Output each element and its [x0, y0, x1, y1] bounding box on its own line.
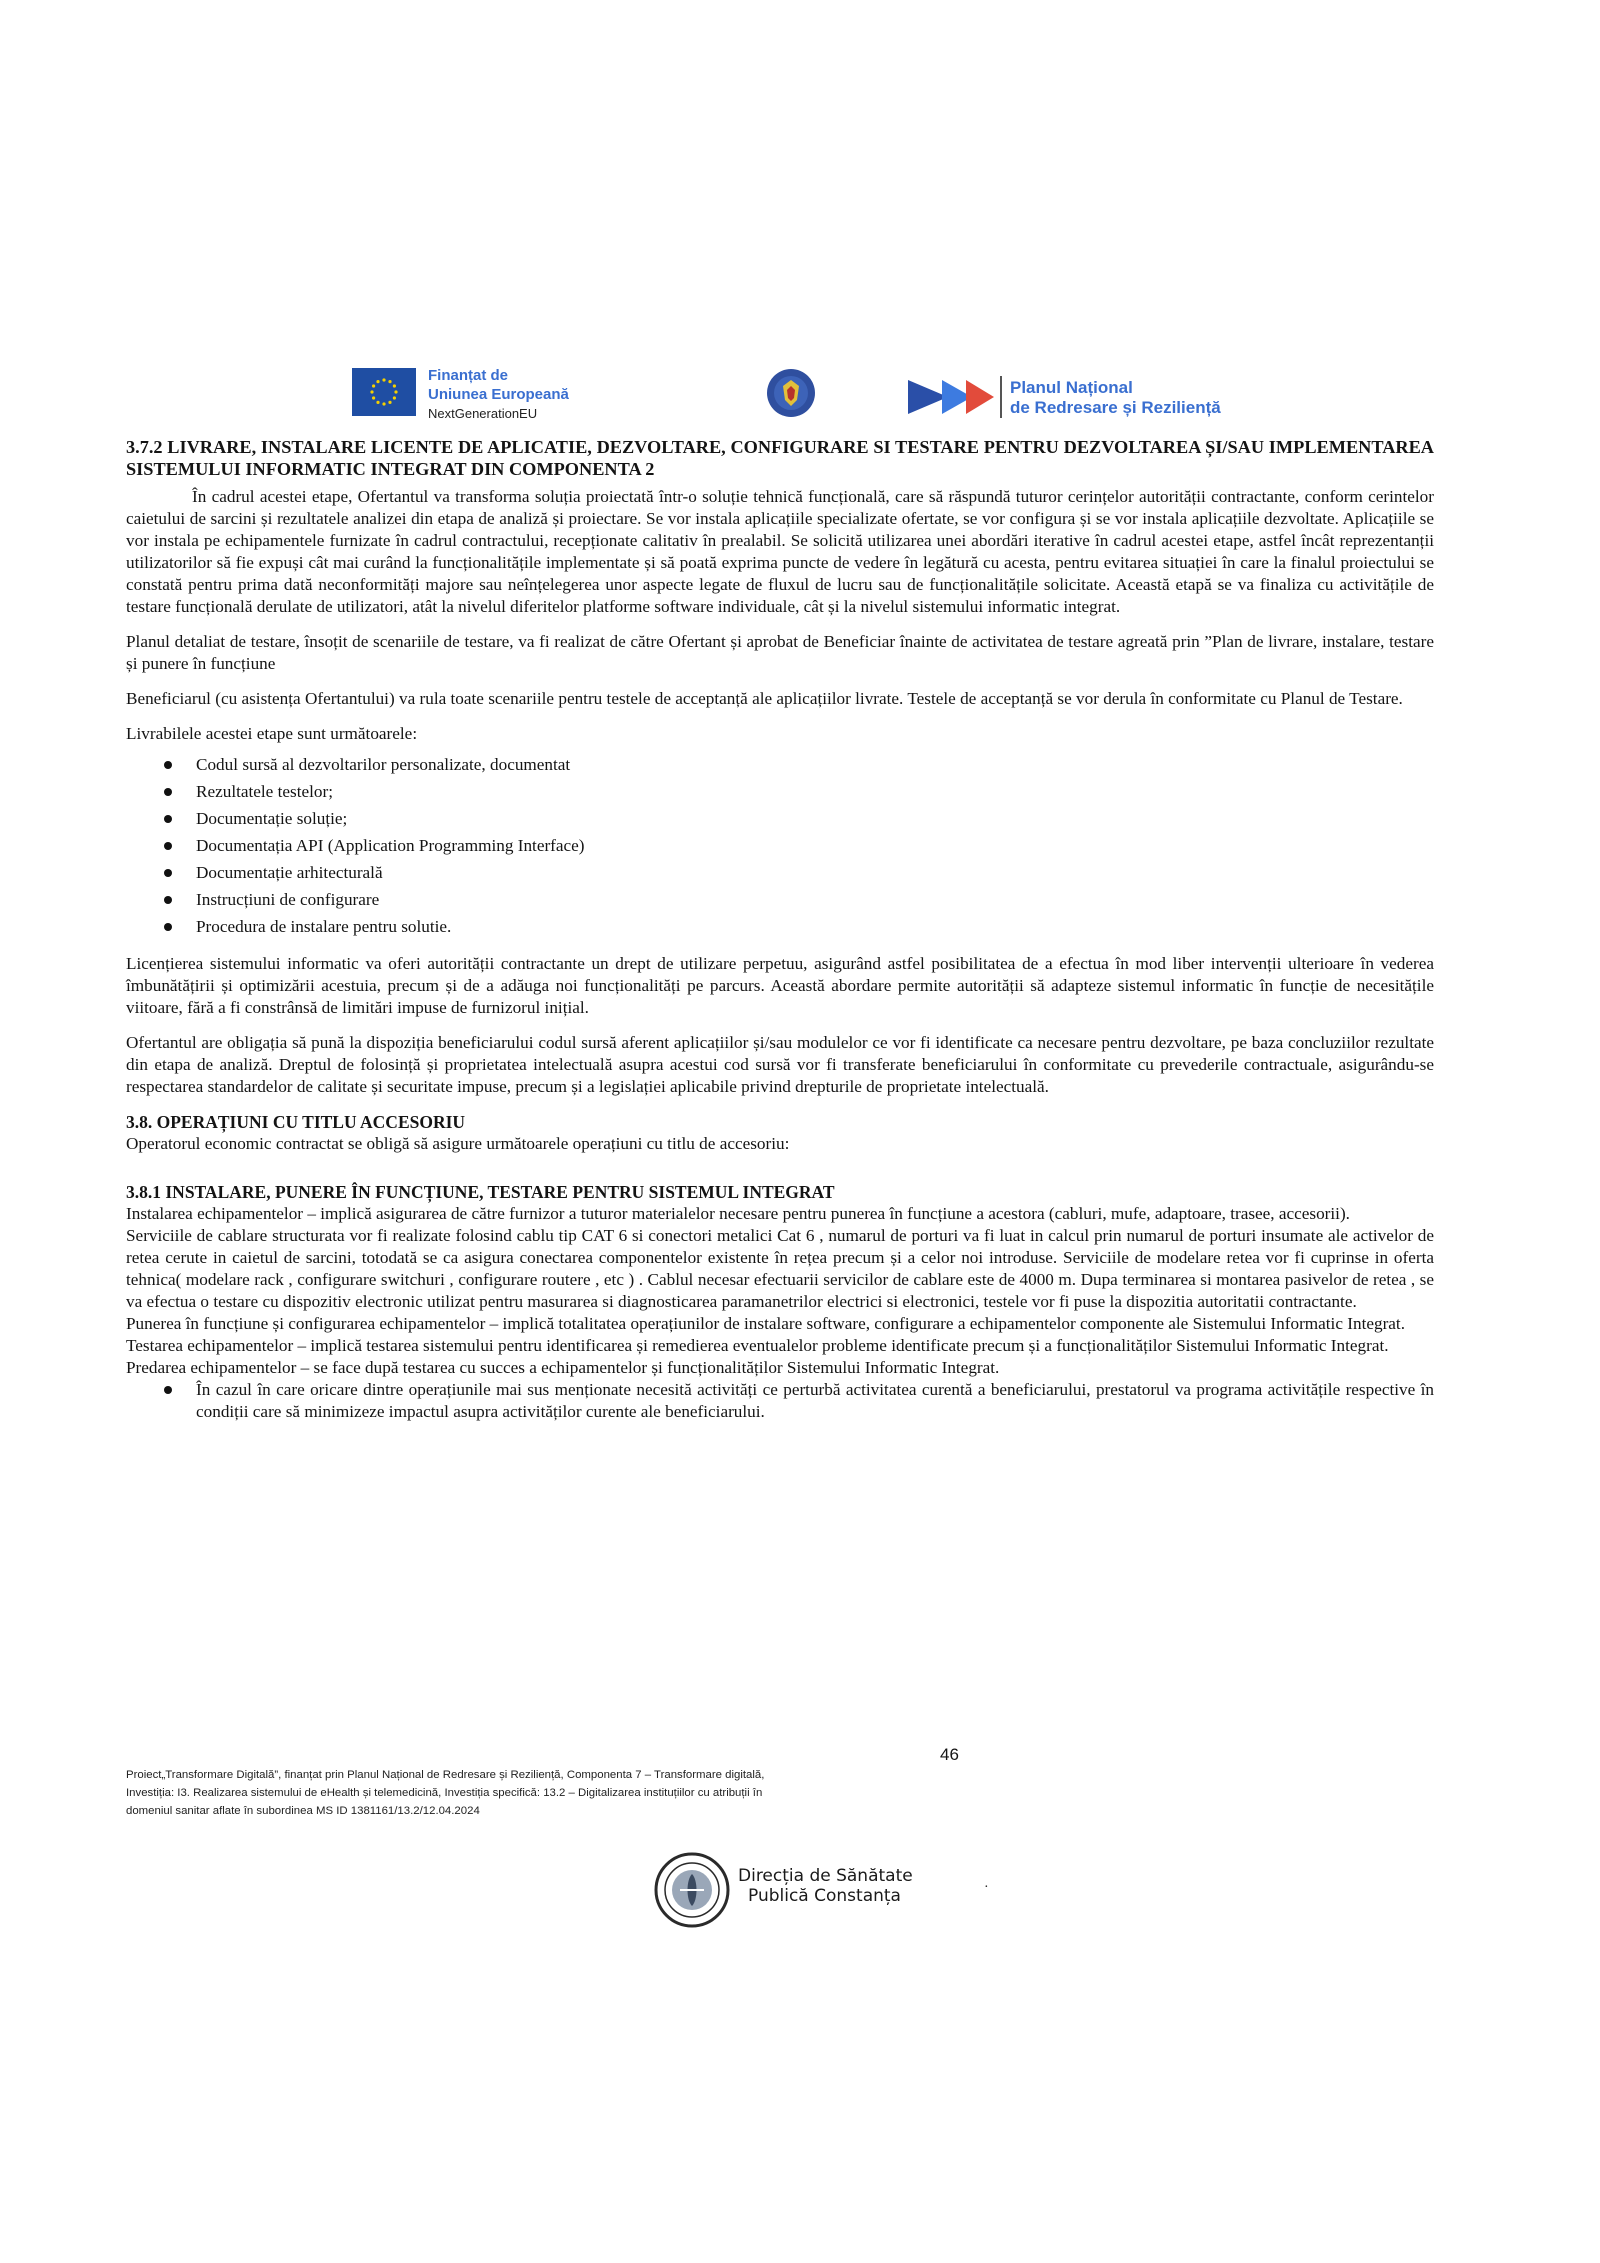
pnrr-logo-icon: [908, 374, 1004, 420]
list-item: [164, 886, 1434, 913]
bullet-icon: [164, 761, 172, 769]
deliverable-text: Documentație soluție;: [196, 809, 348, 828]
pnrr-label: [1010, 378, 1221, 418]
deliverables-list: [126, 751, 1434, 940]
bullet-icon: [164, 923, 172, 931]
deliverable-text: Codul sursă al dezvoltarilor personalizate, documentat: [196, 755, 571, 774]
footer-line-3: domeniul sanitar aflate în subordinea MS ID 1381161/13.2/12.04.2024: [126, 1805, 480, 1817]
bullet-icon: [164, 788, 172, 796]
deliverable-text: Procedura de instalare pentru solutie.: [196, 917, 452, 936]
list-item: [164, 805, 1434, 832]
eu-flag-icon: [352, 368, 416, 416]
dsp-line-1: Direcția de Sănătate: [738, 1866, 913, 1886]
section-3-8-1-title: 3.8.1 INSTALARE, PUNERE ÎN FUNCȚIUNE, TESTARE PENTRU SISTEMUL INTEGRAT: [126, 1182, 835, 1202]
eu-line-2: Uniunea Europeană: [428, 386, 569, 403]
deliverable-text: Documentația API (Application Programming Interface): [196, 836, 585, 855]
bullet-icon: [164, 869, 172, 877]
bullet-icon: [164, 815, 172, 823]
section-3-8-1-paragraph-2: Serviciile de cablare structurata vor fi realizate folosind cablu tip CAT 6 si conectori metalici Cat 6 , numarul de porturi va fi luat in calcul prin numarul de porturi insumate ale activelor de retea cerute in caietul de sarcini, totodată se ca asigura conectarea componentelor existente în rețea precum și a celor noi introduse. Serviciile de modelare retea vor fi cuprinse in oferta tehnica( modelare rack , configurare switchuri , configurare routere , etc ) . Cablul necesar efectuarii servicilor de cablare este de 4000 m. Dupa terminarea si montarea pasivelor de retea , se va efectua o testare cu dispozitiv electronic utilizat pentru masurarea si diagnosticarea paramanetrilor electrici si electronici, testele vor fi puse la dispozitia autoritatii contractante.: [126, 1226, 1434, 1311]
bullet-text: În cazul în care oricare dintre operațiunile mai sus menționate necesită activități ce perturbă activitatea curentă a beneficiarului, prestatorul va programa activitățile respective în condiții care să minimizeze impactul asupra activităților curente ale beneficiarului.: [196, 1380, 1434, 1421]
section-3-7-2-paragraph-1: În cadrul acestei etape, Ofertantul va transforma soluția proiectată într-o soluție tehnică funcțională, care să răspundă tuturor cerințelor autorității contractante, conform cerintelor caietului de sarcini și rezultatele analizei din etapa de analiză și proiectare. Se vor instala aplicațiile specializate ofertate, se vor configura și se vor instala aplicațiile dezvoltate. Aplicațiile se vor instala pe echipamentele furnizate în cadrul contractului, recepționate calitativ în prealabil. Se solicită utilizarea unei abordări iterative în cadrul acestei etape, astfel încât reprezentanții utilizatorilor să fie expuși cât mai curând la funcționalitățile implementate și să poată exprima puncte de vedere în legătură cu acesta, pentru evitarea situației în care la finalul proiectului se constată pentru prima dată neconformități majore sau neînțelegerea unor aspecte legate de fluxul de lucru sau de funcționalitățile solicitate. Această etapă se va finaliza cu activitățile de testare funcțională derulate de utilizatori, atât la nivelul diferitelor platforme software individuale, cât și la nivelul sistemului informatic integrat.: [126, 487, 1434, 616]
document-body: [126, 436, 1434, 1423]
deliverable-text: Documentație arhitecturală: [196, 863, 383, 882]
eu-line-3: NextGenerationEU: [428, 406, 538, 421]
pnrr-line-2: de Redresare și Reziliență: [1010, 398, 1221, 417]
dsp-line-2: Publică Constanța: [748, 1886, 901, 1906]
footer-note: [126, 1766, 986, 1820]
list-item: [164, 859, 1434, 886]
list-item: [164, 751, 1434, 778]
footer-line-1: Proiect„Transformare Digitală”, finanțat prin Planul Național de Redresare și Reziliență, Componenta 7 – Transformare digitală,: [126, 1769, 765, 1781]
section-3-8-1-paragraph-1: Instalarea echipamentelor – implică asigurarea de către furnizor a tuturor materialelor necesare pentru punerea în funcțiune a acestora (cabluri, mufe, adaptoare, trasee, accesorii).: [126, 1204, 1350, 1223]
section-3-8-1-bullets: [126, 1379, 1434, 1423]
pnrr-line-1: Planul Național: [1010, 378, 1133, 397]
section-3-8-1-paragraph-4: Testarea echipamentelor – implică testarea sistemului pentru identificarea și remedierea eventualelor probleme identificate precum și a funcționalităților Sistemului Informatic Integrat.: [126, 1336, 1389, 1355]
deliverable-text: Instrucțiuni de configurare: [196, 890, 380, 909]
eu-funding-label: [428, 366, 569, 423]
list-item: [164, 913, 1434, 940]
dsp-label: [738, 1866, 913, 1906]
section-3-8-1-paragraph-5: Predarea echipamentelor – se face după testarea cu succes a echipamentelor și funcționalităților Sistemului Informatic Integrat.: [126, 1358, 1000, 1377]
deliverable-text: Rezultatele testelor;: [196, 782, 333, 801]
section-3-7-2-paragraph-5: Licențierea sistemului informatic va oferi autorității contractante un drept de utilizare perpetuu, asigurând astfel posibilitatea de a efectua în mod liber intervenții ulterioare în vederea îmbunătățirii și optimizării acestuia, precum și de a adăuga noi funcționalități pe parcurs. Această abordare permite autorității să adapteze sistemul informatic în funcție de necesitățile viitoare, fără a fi constrânsă de limitări impuse de furnizorul inițial.: [126, 954, 1434, 1017]
eu-line-1: Finanțat de: [428, 367, 509, 384]
list-item: [164, 778, 1434, 805]
section-3-8-paragraph: Operatorul economic contractat se obligă să asigure următoarele operațiuni cu titlu de accesoriu:: [126, 1134, 790, 1153]
page-number: 46: [940, 1745, 959, 1764]
bullet-icon: [164, 842, 172, 850]
romania-crest-icon: [766, 368, 816, 418]
list-item: [164, 832, 1434, 859]
section-3-7-2-paragraph-6: Ofertantul are obligația să pună la dispoziția beneficiarului codul sursă aferent aplicațiilor și/sau modulelor ce vor fi identificate ca necesare pentru dezvoltare, pe baza concluziilor rezultate din etapa de analiză. Dreptul de folosință și proprietatea intelectuală asupra acestui cod sursă vor fi transferate beneficiarului în conformitate cu prevederile contractuale, asigurându-se respectarea standardelor de calitate și securitate impuse, precum și a legislației aplicabile privind drepturile de proprietate intelectuală.: [126, 1033, 1434, 1096]
section-3-7-2-paragraph-4: Livrabilele acestei etape sunt următoarele:: [126, 724, 418, 743]
dsp-seal-icon: [652, 1850, 732, 1930]
section-3-7-2-title: 3.7.2 LIVRARE, INSTALARE LICENTE DE APLICATIE, DEZVOLTARE, CONFIGURARE SI TESTARE PENTRU DEZVOLTAREA ȘI/SAU IMPLEMENTAREA SISTEMULUI INFORMATIC INTEGRAT DIN COMPONENTA 2: [126, 437, 1434, 479]
bullet-icon: [164, 896, 172, 904]
section-3-8-1-paragraph-3: Punerea în funcțiune și configurarea echipamentelor – implică totalitatea operațiunilor de instalare software, configurare a echipamentelor componente ale Sistemului Informatic Integrat.: [126, 1314, 1406, 1333]
section-3-7-2-paragraph-2: Planul detaliat de testare, însoțit de scenariile de testare, va fi realizat de către Ofertant și aprobat de Beneficiar înainte de activitatea de testare agreată prin ”Plan de livrare, instalare, testare și punere în funcțiune: [126, 632, 1434, 673]
stray-mark: ·: [984, 1880, 989, 1895]
section-3-7-2-paragraph-3: Beneficiarul (cu asistența Ofertantului) va rula toate scenariile pentru testele de acceptanță ale aplicațiilor livrate. Testele de acceptanță se vor derula în conformitate cu Planul de Testare.: [126, 689, 1403, 708]
list-item: [164, 1379, 1434, 1423]
footer-line-2: Investiția: I3. Realizarea sistemului de eHealth și telemedicină, Investiția specifică: 13.2 – Digitalizarea instituțiilor cu atribuții în: [126, 1787, 763, 1799]
section-3-8-title: 3.8. OPERAȚIUNI CU TITLU ACCESORIU: [126, 1112, 466, 1132]
bullet-icon: [164, 1386, 172, 1394]
